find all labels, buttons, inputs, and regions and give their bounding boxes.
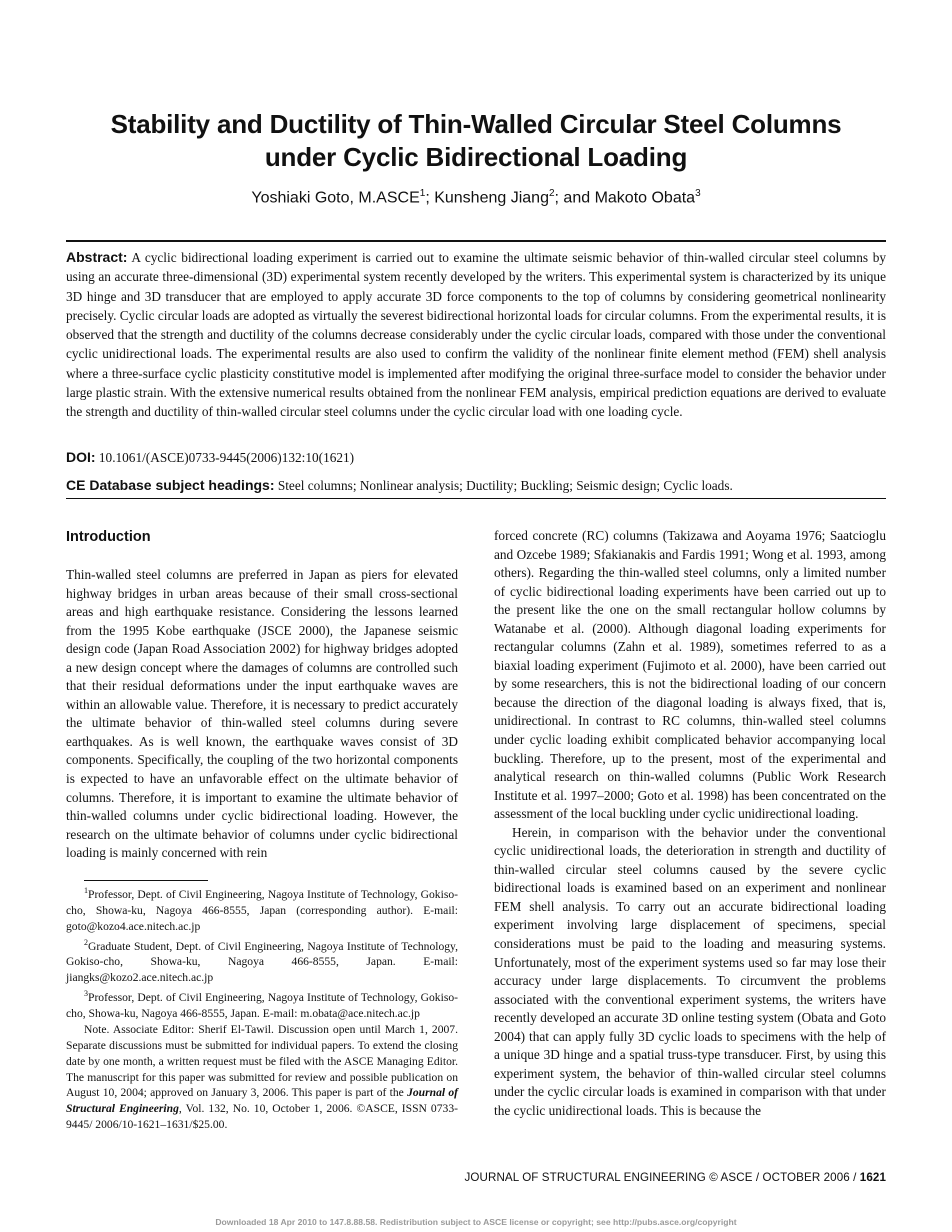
author-separator: ; and xyxy=(554,189,595,207)
author-affiliation-mark: 3 xyxy=(695,188,701,199)
journal-name: Journal of Structural Engineering xyxy=(66,1086,458,1116)
right-column-body xyxy=(494,527,886,1121)
footnote-mark: 3 xyxy=(84,989,88,999)
footnote-item xyxy=(66,986,458,1022)
page-number: 1621 xyxy=(859,1171,886,1184)
author-affiliation-mark: 1 xyxy=(419,188,426,199)
left-column-body xyxy=(66,566,458,863)
footnote-separator xyxy=(84,880,208,881)
subject-headings-label: CE Database subject headings: xyxy=(66,477,275,493)
doi-line xyxy=(66,449,886,466)
author-name: Yoshiaki Goto, M.ASCE xyxy=(251,189,420,207)
author-list xyxy=(40,188,912,207)
subject-headings-value: Steel columns; Nonlinear analysis; Ductility; Buckling; Seismic design; Cyclic loads. xyxy=(277,478,733,493)
abstract xyxy=(66,248,886,422)
abstract-label: Abstract: xyxy=(66,249,128,265)
author-name: Kunsheng Jiang xyxy=(434,189,549,207)
doi-label: DOI: xyxy=(66,449,96,465)
footnote-item xyxy=(66,883,458,935)
abstract-bottom-rule xyxy=(66,498,886,499)
footnote-text: Professor, Dept. of Civil Engineering, Nagoya Institute of Technology, Gokiso-cho, Showa-ku, Nagoya 466-8555, Japan. E-mail: m.obata@ace.nitech.ac.jp xyxy=(66,991,458,1020)
note-text-end: , Vol. 132, No. 10, October 1, 2006. ©ASCE, ISSN 0733-9445/ 2006/10-1621–1631/$25.00. xyxy=(66,1102,458,1132)
footnote-item xyxy=(66,935,458,987)
abstract-text: A cyclic bidirectional loading experiment is carried out to examine the ultimate seismic behavior of thin-walled circular steel columns by using an accurate three-dimensional (3D) experimental system recently developed by the writers. This experimental system is characterized by its unique 3D hinge and 3D transducer that are employed to apply accurate 3D force components to the top of columns by considering geometrical nonlinearity precisely. Cyclic circular loads are adopted as virtually the severest bidirectional horizontal loads for circular columns. From the experimental results, it is observed that the strength and ductility of the columns decrease considerably under the cyclic circular loads, compared with those under the conventional cyclic unidirectional loads. The experimental results are also used to confirm the validity of the nonlinear finite element method (FEM) shell analysis where a three-surface cyclic plasticity constitutive model is implemented after modifying the original three-surface model to consider the behavior under large plastic strain. With the extensive numerical results obtained from the nonlinear FEM analysis, empirical prediction equations are derived to evaluate the strength and ductility of thin-walled circular steel columns under the cyclic circular load with one loading cycle. xyxy=(66,250,886,420)
body-paragraph: Thin-walled steel columns are preferred in Japan as piers for elevated highway bridges in urban areas because of their small cross-sectional areas and high earthquake resistance. Considering the lessons learned from the 1995 Kobe earthquake (JSCE 2000), the Japanese seismic design code (Japan Road Association 2002) for highway bridges adopted a new design concept where the damages of columns are controlled such that their residual deformations under the input earthquake waves are within an allowable value. Therefore, it is necessary to predict accurately the ultimate behavior of thin-walled steel columns during severe earthquakes. As is well known, the earthquake waves consist of 3D components. Specifically, the coupling of the two horizontal components is expected to have an unfavorable effect on the ultimate behavior of columns. Therefore, it is important to examine the ultimate behavior of thin-walled columns under cyclic bidirectional loading. However, the research on the ultimate behavior of columns under cyclic bidirectional loading is mainly concerned with rein xyxy=(66,567,458,861)
footnote-text: Professor, Dept. of Civil Engineering, Nagoya Institute of Technology, Gokiso-cho, Showa-ku, Nagoya 466-8555, Japan (corresponding author). E-mail: goto@kozo4.ace.nitech.ac.jp xyxy=(66,887,458,933)
subject-headings-line xyxy=(66,477,886,494)
body-paragraph: forced concrete (RC) columns (Takizawa and Aoyama 1976; Saatcioglu and Ozcebe 1989; Sfakianakis and Fardis 1991; Wong et al. 1993, among others). Regarding the thin-walled steel columns, only a limited number of cyclic bidirectional loading experiments have been carried out up to the present like the one on the small rectangular hollow columns by Watanabe et al. (2000). Although diagonal loading experiments for rectangular columns (Zahn et al. 1989), sometimes referred to as a biaxial loading experiment (Fujimoto et al. 2000), have been carried out by some researchers, this is not the bidirectional loading of our concern because the direction of the diagonal loading is always fixed, that is, unidirectional. In contrast to RC columns, thin-walled steel columns under cyclic loading exhibit complicated behavior accompanying local buckling. Therefore, up to the present, most of the experimental and analytical research on thin-walled columns (Public Work Research Institute et al. 1997–2000; Goto et al. 1998) has been concentrated on the assessment of the local buckling under cyclic unidirectional loading. xyxy=(494,528,886,822)
note-text: Note. Associate Editor: Sherif El-Tawil. Discussion open until March 1, 2007. Separate discussions must be submitted for individual papers. To extend the closing date by one month, a written request must be filed with the ASCE Managing Editor. The manuscript for this paper was submitted for review and possible publication on August 10, 2004; approved on January 3, 2006. This paper is part of the xyxy=(66,1022,458,1100)
journal-footer-text: JOURNAL OF STRUCTURAL ENGINEERING © ASCE / OCTOBER 2006 / xyxy=(464,1171,860,1184)
author-name: Makoto Obata xyxy=(594,189,696,207)
paper-title xyxy=(40,108,912,174)
title-line-2: under Cyclic Bidirectional Loading xyxy=(264,142,688,172)
footnotes xyxy=(66,883,458,1133)
doi-value[interactable]: 10.1061/(ASCE)0733-9445(2006)132:10(1621) xyxy=(98,450,355,465)
author-separator: ; xyxy=(425,189,435,207)
body-paragraph: Herein, in comparison with the behavior under the conventional cyclic unidirectional loads, the deterioration in strength and ductility of thin-walled circular steel columns caused by the severe cyclic bidirectional loads is examined based on an experiment and nonlinear FEM shell analysis. To carry out an accurate bidirectional loading experiment involving large displacement of specimens, special considerations must be paid to the loading and measuring systems. Unfortunately, most of the experiment systems used so far may lose their accuracy under large displacements. To circumvent the problems associated with the conventional experiment systems, the writers have recently developed an accurate 3D online testing system (Obata and Goto 2004) that can apply fully 3D cyclic loads to specimens with the help of a unique 3D hinge and a spatial truss-type transducer. First, by using this experiment system, the behavior of thin-walled circular steel columns under the cyclic circular loads is examined in comparison with that under the cyclic unidirectional loads. This is because the xyxy=(494,824,886,1118)
section-heading-introduction: Introduction xyxy=(66,529,151,545)
author-affiliation-mark: 2 xyxy=(548,188,555,199)
editorial-note xyxy=(66,1022,458,1133)
title-line-1: Stability and Ductility of Thin-Walled Circular Steel Columns xyxy=(110,109,842,139)
running-footer xyxy=(464,1171,886,1184)
footnote-text: Graduate Student, Dept. of Civil Engineering, Nagoya Institute of Technology, Gokiso-cho, Showa-ku, Nagoya 466-8555, Japan. E-mail: jiangks@kozo2.ace.nitech.ac.jp xyxy=(66,939,458,985)
footnote-mark: 2 xyxy=(84,937,88,947)
abstract-top-rule xyxy=(66,240,886,242)
download-notice: Downloaded 18 Apr 2010 to 147.8.88.58. Redistribution subject to ASCE license or copyright; see http://pubs.asce.org/copyright xyxy=(215,1217,737,1227)
footnote-mark: 1 xyxy=(84,886,88,895)
